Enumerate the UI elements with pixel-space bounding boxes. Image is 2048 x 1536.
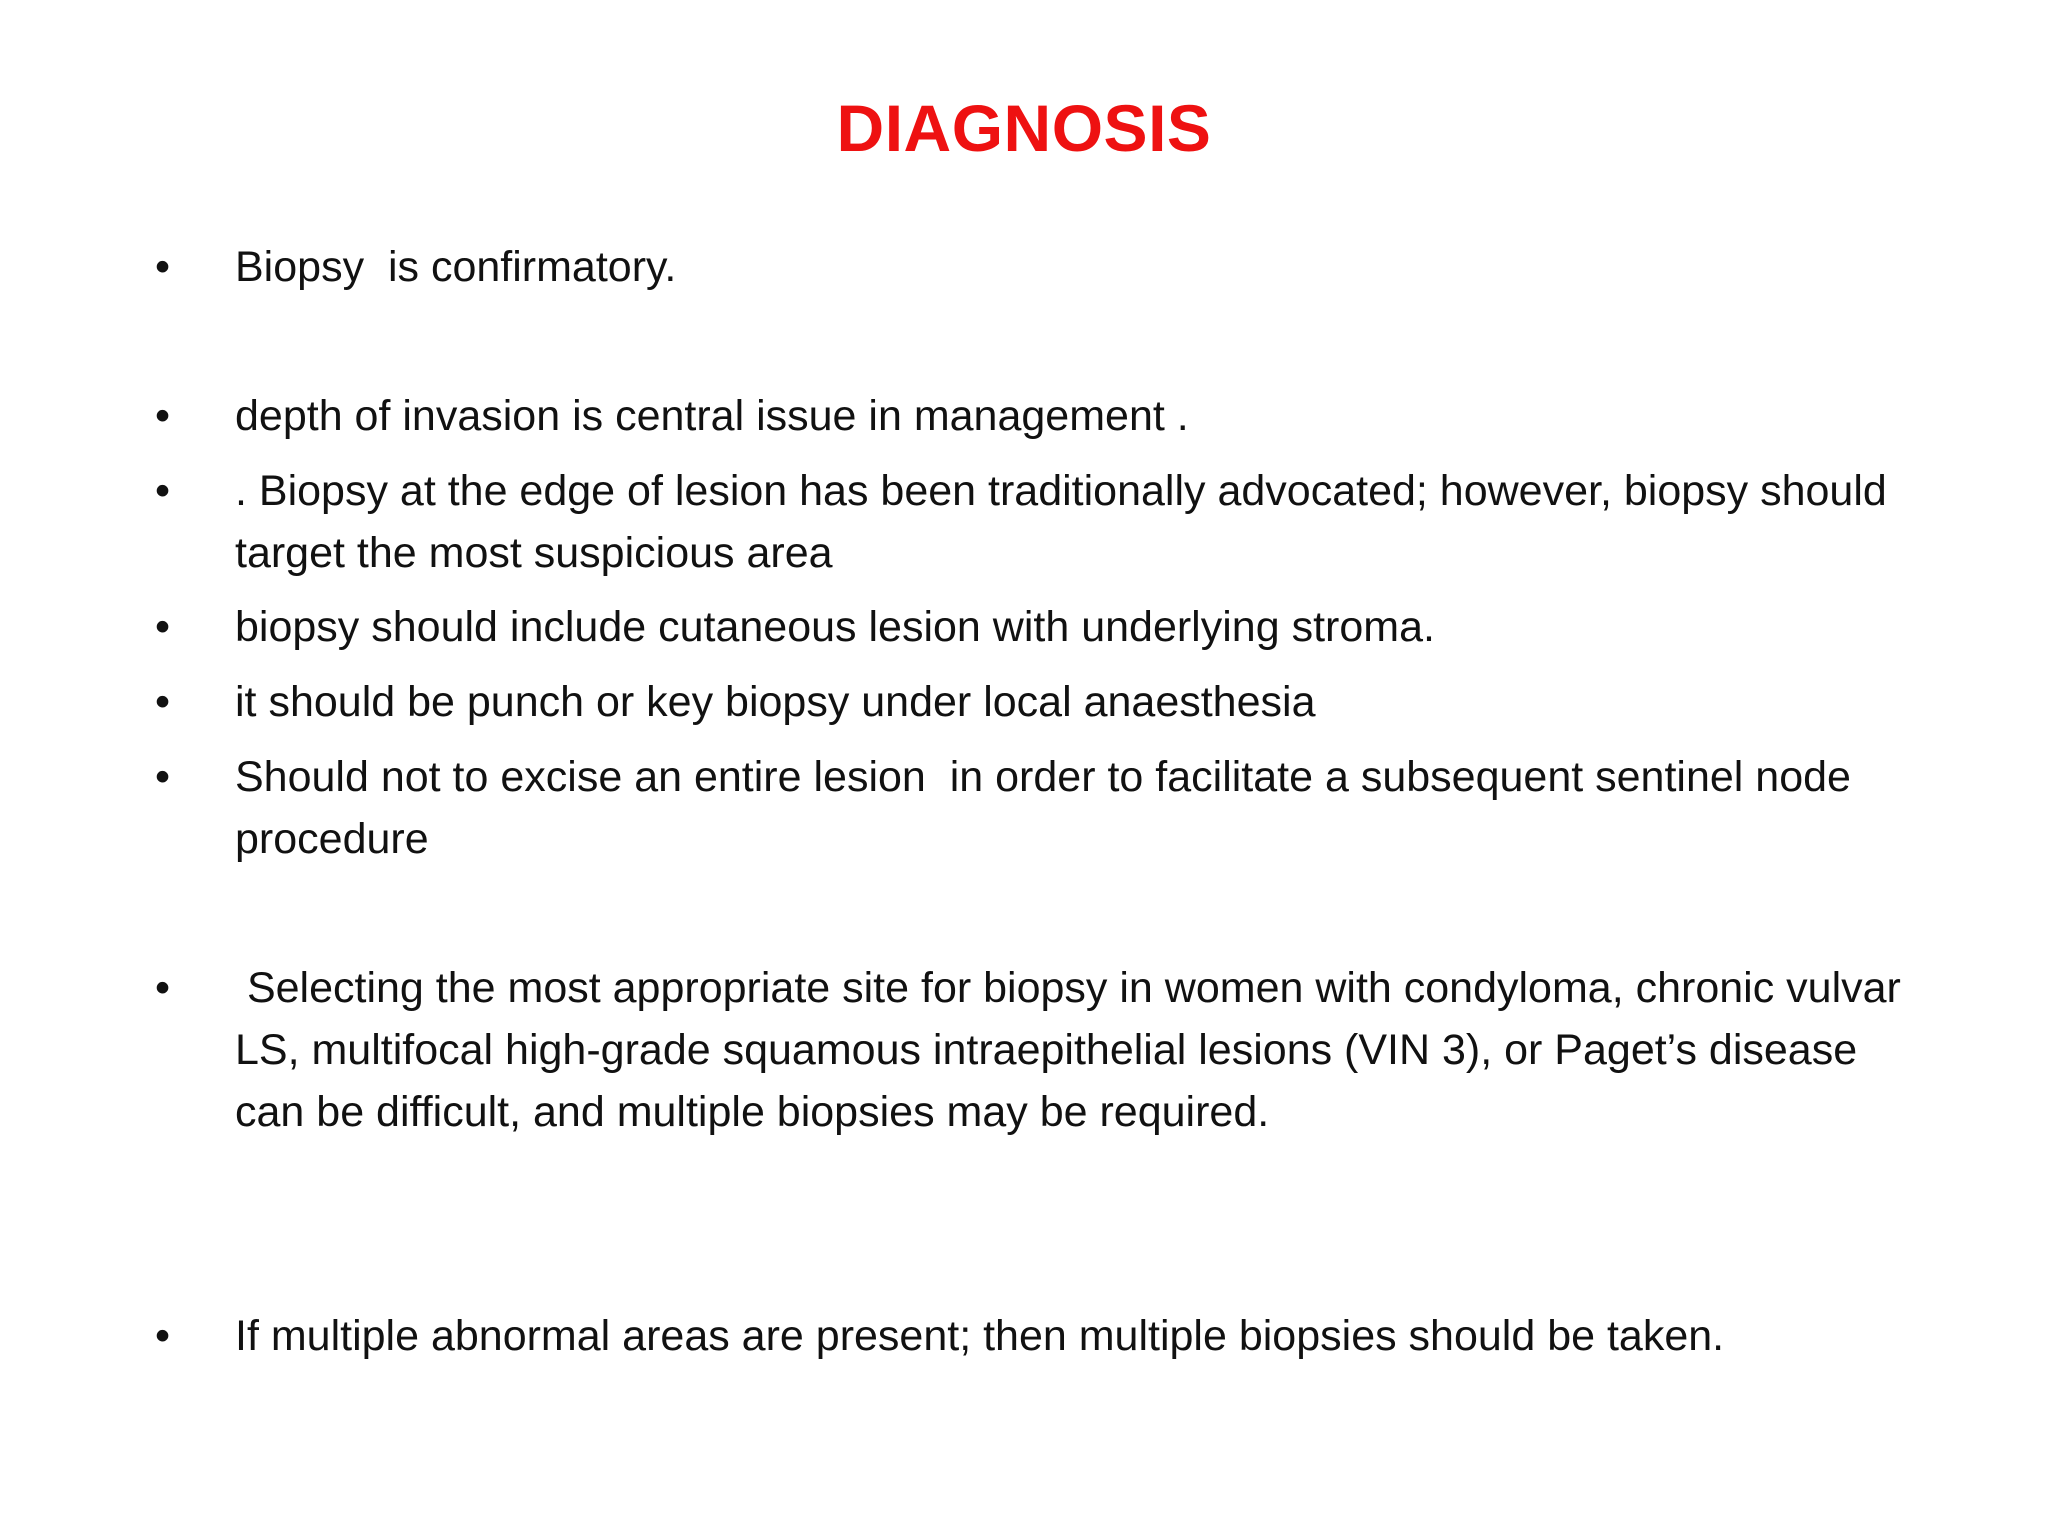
bullet-text: . Biopsy at the edge of lesion has been traditionally advocated; however, biopsy should target the most suspicious area: [235, 467, 1899, 577]
bullet-text: it should be punch or key biopsy under local anaesthesia: [235, 678, 1316, 726]
bullet-text: Selecting the most appropriate site for biopsy in women with condyloma, chronic vulvar LS, multifocal high-grade squamous intraepithelial lesions (VIN 3), or Paget’s disease can be difficult, and multiple biopsies may be required.: [235, 964, 1913, 1136]
bullet-marker: •: [155, 243, 171, 291]
bullet-marker: •: [155, 603, 171, 651]
bullet-marker: •: [155, 1312, 171, 1360]
bullet-item: [155, 385, 1915, 447]
bullet-item: [155, 1305, 1915, 1367]
bullet-text: biopsy should include cutaneous lesion with underlying stroma.: [235, 603, 1435, 651]
bullet-text: Should not to excise an entire lesion in order to facilitate a subsequent sentinel node procedure: [235, 753, 1863, 863]
bullet-item: [155, 596, 1915, 658]
bullet-text: depth of invasion is central issue in management .: [235, 392, 1189, 440]
bullet-item: [155, 957, 1915, 1143]
bullet-item: [155, 236, 1915, 298]
bullet-marker: •: [155, 467, 171, 515]
bullet-marker: •: [155, 964, 171, 1012]
slide-title: DIAGNOSIS: [836, 91, 1212, 165]
bullet-item: [155, 671, 1915, 733]
bullet-marker: •: [155, 753, 171, 801]
bullet-marker: •: [155, 678, 171, 726]
bullet-item: [155, 460, 1915, 584]
bullet-item: [155, 746, 1915, 870]
bullet-marker: •: [155, 392, 171, 440]
bullet-text: If multiple abnormal areas are present; then multiple biopsies should be taken.: [235, 1312, 1725, 1360]
bullet-text: Biopsy is confirmatory.: [235, 243, 677, 291]
